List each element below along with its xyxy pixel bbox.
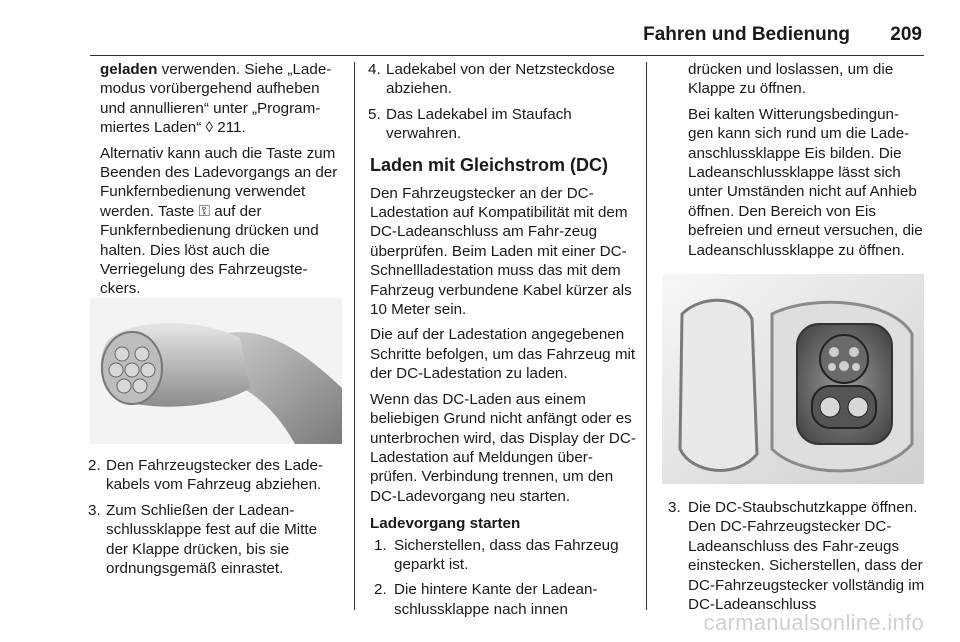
list-text: Die DC-Staubschutzkappe öffnen. Den DC-Fahrzeugstecker DC-Ladeanschluss des Fahr-zeugs einstecken. Sicherstellen, dass der DC-Fahrzeugstecker vollständig im DC-Ladeanschluss bbox=[688, 499, 925, 614]
column-2 bbox=[360, 60, 636, 625]
list-text: Zum Schließen der Ladean-schlussklappe fest auf die Mitte der Klappe drücken, bis sie ordnungsgemäß einrastet. bbox=[106, 501, 318, 578]
col3-paragraph-2: Bei kalten Witterungsbedingun-gen kann sich rund um die Lade-anschlussklappe Eis bilden. Die Ladeanschlussklappe lässt sich unter Umständen nicht auf Anhieb öffnen. Den Bereich von Eis befreien und erneut versuchen, die Ladeanschlussklappe zu öffnen. bbox=[688, 105, 923, 259]
subsection-title: Ladevorgang starten bbox=[370, 515, 521, 533]
column-3 bbox=[652, 60, 924, 266]
column-1 bbox=[90, 60, 342, 305]
list-number: 2. bbox=[374, 581, 387, 599]
list-number: 2. bbox=[88, 457, 101, 474]
list-text: Die hintere Kante der Ladean-schlussklappe nach innen bbox=[394, 581, 598, 618]
list-text: Sicherstellen, dass das Fahrzeug geparkt ist. bbox=[394, 536, 619, 573]
col2-paragraph-3: Wenn das DC-Laden aus einem beliebigen Grund nicht anfängt oder es unterbrochen wird, das Display der DC-Ladestation auf Meldungen über-prüfen. Verbindung trennen, um den DC-Ladevorgang neu starten. bbox=[370, 390, 636, 505]
list-text: Ladekabel von der Netzsteckdose abziehen. bbox=[386, 61, 615, 98]
charging-plug-figure bbox=[90, 298, 342, 444]
column-divider-left bbox=[354, 62, 355, 610]
list-item bbox=[360, 105, 636, 144]
column-divider-right bbox=[646, 62, 647, 610]
list-item bbox=[360, 60, 636, 99]
dc-port-figure bbox=[662, 274, 924, 484]
col2-paragraph-1: Den Fahrzeugstecker an der DC-Ladestation auf Kompatibilität mit dem DC-Ladeanschluss am Fahr-zeug überprüfen. Beim Laden mit einer DC-Schnellladestation muss das mit dem Fahrzeug verbundene Kabel kürzer als 10 Meter sein. bbox=[370, 184, 632, 319]
list-number: 3. bbox=[668, 499, 681, 516]
list-text: Das Ladekabel im Staufach verwahren. bbox=[386, 105, 572, 143]
dc-charging-port-illustration bbox=[662, 274, 924, 484]
charging-plug-illustration bbox=[90, 298, 342, 444]
list-item bbox=[360, 536, 636, 575]
col1-p1-bold: geladen bbox=[100, 61, 158, 78]
list-item bbox=[80, 456, 342, 495]
col1-p1-rest: verwenden. Siehe „Lade-modus vorübergehend aufheben und annullieren“ unter „Program-miertes Laden“ ◊ 211. bbox=[100, 61, 332, 137]
column-3-lower bbox=[652, 498, 928, 620]
header-title: Fahren und Bedienung bbox=[643, 24, 850, 45]
section-title: Laden mit Gleichstrom (DC) bbox=[370, 154, 609, 175]
list-number: 1. bbox=[374, 536, 387, 554]
list-item bbox=[360, 580, 636, 619]
page-number: 209 bbox=[890, 24, 922, 45]
list-number: 4. bbox=[368, 61, 381, 78]
page-header bbox=[0, 0, 960, 62]
header-rule bbox=[90, 55, 924, 56]
col1-paragraph-2: Alternativ kann auch die Taste zum Beenden des Ladevorgangs an der Funkfernbedienung verwendet werden. Taste ⚿ auf der Funkfernbedienung drücken und halten. Dies löst auch die Verriegelung des Fahrzeugste-ckers. bbox=[100, 144, 338, 298]
list-text: Den Fahrzeugstecker des Lade-kabels vom Fahrzeug abziehen. bbox=[106, 457, 323, 494]
list-item bbox=[652, 498, 928, 614]
list-number: 3. bbox=[88, 501, 101, 519]
col1-paragraph-1 bbox=[90, 60, 342, 138]
list-number: 5. bbox=[368, 105, 381, 123]
col3-paragraph-1: drücken und loslassen, um die Klappe zu öffnen. bbox=[688, 61, 894, 98]
list-item bbox=[80, 501, 342, 579]
column-1-lower bbox=[80, 456, 342, 584]
col2-paragraph-2: Die auf der Ladestation angegebenen Schritte befolgen, um das Fahrzeug mit der DC-Ladestation zu laden. bbox=[370, 326, 636, 383]
watermark: carmanualsonline.info bbox=[703, 610, 924, 635]
